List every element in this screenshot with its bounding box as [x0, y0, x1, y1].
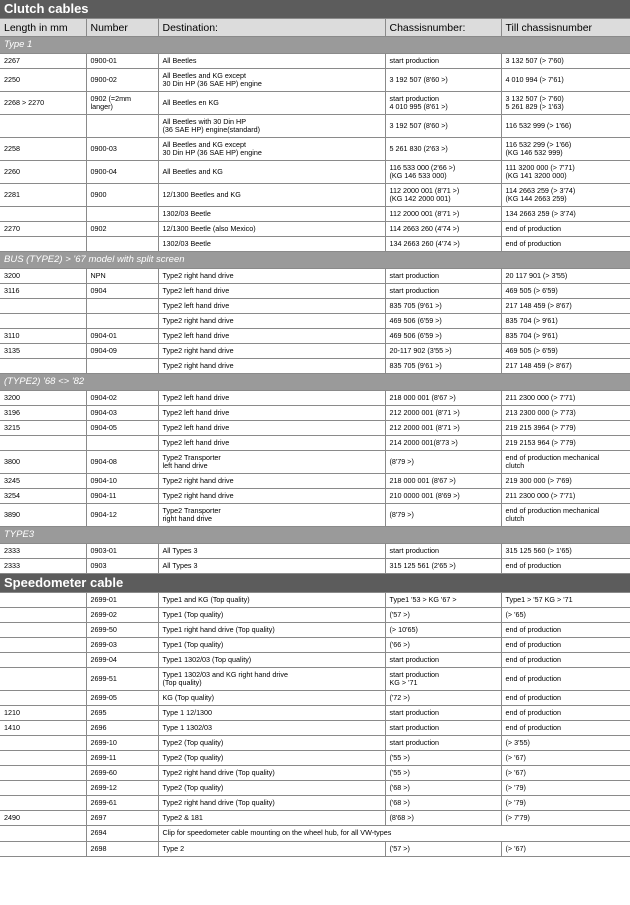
destination-cell: 1302/03 Beetle	[158, 207, 385, 222]
destination-cell: Type2 right hand drive	[158, 314, 385, 329]
table-row	[0, 329, 630, 344]
destination-cell: 1302/03 Beetle	[158, 237, 385, 252]
table-row	[0, 92, 630, 115]
chassis-from-cell: 134 2663 260 (4'74 >)	[385, 237, 501, 252]
table-row	[0, 668, 630, 691]
table-row	[0, 842, 630, 857]
table-row	[0, 284, 630, 299]
number-cell	[86, 359, 158, 374]
length-cell: 2268 > 2270	[0, 92, 86, 115]
column-header-chassis-from: Chassisnumber:	[385, 19, 501, 37]
length-cell: 2490	[0, 811, 86, 826]
length-cell: 3200	[0, 391, 86, 406]
table-row	[0, 811, 630, 826]
column-header-row	[0, 19, 630, 37]
column-header-length: Length in mm	[0, 19, 86, 37]
destination-cell: KG (Top quality)	[158, 691, 385, 706]
destination-cell: All Beetles and KG except 30 Din HP (36 SAE HP) engine	[158, 69, 385, 92]
destination-cell: Type2 left hand drive	[158, 421, 385, 436]
chassis-till-cell: 835 704 (> 9'61)	[501, 329, 630, 344]
chassis-till-cell: 219 215 3964 (> 7'79)	[501, 421, 630, 436]
chassis-till-cell: 315 125 560 (> 1'65)	[501, 544, 630, 559]
chassis-from-cell: start production	[385, 653, 501, 668]
table-row	[0, 489, 630, 504]
table-row	[0, 559, 630, 574]
number-cell	[86, 237, 158, 252]
chassis-till-cell: 3 132 507 (> 7'60)	[501, 54, 630, 69]
destination-cell: Type1 (Top quality)	[158, 608, 385, 623]
number-cell: 0904-10	[86, 474, 158, 489]
length-cell: 2250	[0, 69, 86, 92]
chassis-till-cell: 116 532 299 (> 1'66) (KG 146 532 999)	[501, 138, 630, 161]
destination-cell: Type1 1302/03 and KG right hand drive (Top quality)	[158, 668, 385, 691]
group-header	[0, 37, 630, 54]
length-cell	[0, 593, 86, 608]
number-cell: 2699-05	[86, 691, 158, 706]
table-row	[0, 69, 630, 92]
chassis-from-cell: Type1 '53 > KG '67 >	[385, 593, 501, 608]
destination-cell: All Beetles with 30 Din HP (36 SAE HP) engine(standard)	[158, 115, 385, 138]
table-row	[0, 207, 630, 222]
chassis-from-cell: start production KG > '71	[385, 668, 501, 691]
chassis-till-cell: end of production	[501, 668, 630, 691]
chassis-from-cell: 112 2000 001 (8'71 >) (KG 142 2000 001)	[385, 184, 501, 207]
table-row	[0, 474, 630, 489]
chassis-till-cell: end of production	[501, 653, 630, 668]
chassis-till-cell: 211 2300 000 (> 7'71)	[501, 391, 630, 406]
number-cell: 2696	[86, 721, 158, 736]
table-row	[0, 406, 630, 421]
number-cell	[86, 436, 158, 451]
table-row	[0, 54, 630, 69]
number-cell: 2699-04	[86, 653, 158, 668]
chassis-from-cell: start production	[385, 706, 501, 721]
chassis-from-cell: 218 000 001 (8'67 >)	[385, 391, 501, 406]
number-cell: 0904-03	[86, 406, 158, 421]
chassis-from-cell: 469 506 (6'59 >)	[385, 329, 501, 344]
chassis-till-cell: (> 3'55)	[501, 736, 630, 751]
column-header-destination: Destination:	[158, 19, 385, 37]
length-cell: 1210	[0, 706, 86, 721]
chassis-till-cell: 217 148 459 (> 8'67)	[501, 359, 630, 374]
table-row	[0, 436, 630, 451]
table-row	[0, 593, 630, 608]
number-cell: 2697	[86, 811, 158, 826]
table-row	[0, 115, 630, 138]
table-row	[0, 314, 630, 329]
table-row	[0, 161, 630, 184]
length-cell: 3890	[0, 504, 86, 527]
table-row	[0, 391, 630, 406]
length-cell: 2333	[0, 559, 86, 574]
group-label: (TYPE2) '68 <> '82	[0, 374, 630, 391]
chassis-till-cell: (> '67)	[501, 766, 630, 781]
chassis-till-cell: 111 3200 000 (> 7'71) (KG 141 3200 000)	[501, 161, 630, 184]
table-row	[0, 544, 630, 559]
chassis-till-cell: 469 505 (> 6'59)	[501, 284, 630, 299]
chassis-from-cell: 116 533 000 (2'66 >) (KG 146 533 000)	[385, 161, 501, 184]
chassis-from-cell: start production	[385, 544, 501, 559]
table-row	[0, 638, 630, 653]
length-cell: 3200	[0, 269, 86, 284]
length-cell: 3116	[0, 284, 86, 299]
chassis-till-cell: end of production	[501, 559, 630, 574]
table-row	[0, 421, 630, 436]
number-cell: NPN	[86, 269, 158, 284]
table-row	[0, 608, 630, 623]
number-cell	[86, 314, 158, 329]
chassis-from-cell: (8'79 >)	[385, 504, 501, 527]
length-cell	[0, 736, 86, 751]
chassis-from-cell: ('72 >)	[385, 691, 501, 706]
chassis-till-cell: end of production	[501, 623, 630, 638]
table-row	[0, 721, 630, 736]
table-row	[0, 222, 630, 237]
number-cell: 0900-01	[86, 54, 158, 69]
chassis-from-cell: ('66 >)	[385, 638, 501, 653]
chassis-till-cell: end of production	[501, 638, 630, 653]
chassis-till-cell: (> '79)	[501, 796, 630, 811]
chassis-till-cell: 114 2663 259 (> 3'74) (KG 144 2663 259)	[501, 184, 630, 207]
table-row	[0, 691, 630, 706]
length-cell	[0, 766, 86, 781]
table-row	[0, 653, 630, 668]
destination-cell: Clip for speedometer cable mounting on the wheel hub, for all VW-types	[158, 826, 630, 842]
length-cell	[0, 781, 86, 796]
destination-cell: Type2 left hand drive	[158, 436, 385, 451]
chassis-till-cell: end of production	[501, 721, 630, 736]
length-cell: 2281	[0, 184, 86, 207]
length-cell	[0, 115, 86, 138]
number-cell: 2694	[86, 826, 158, 842]
number-cell: 2699-02	[86, 608, 158, 623]
table-row	[0, 269, 630, 284]
chassis-till-cell: 213 2300 000 (> 7'73)	[501, 406, 630, 421]
chassis-from-cell: 214 2000 001(8'73 >)	[385, 436, 501, 451]
length-cell: 3135	[0, 344, 86, 359]
number-cell: 0900-03	[86, 138, 158, 161]
length-cell: 3245	[0, 474, 86, 489]
group-label: Type 1	[0, 37, 630, 54]
chassis-from-cell: 112 2000 001 (8'71 >)	[385, 207, 501, 222]
chassis-from-cell: 20-117 902 (3'55 >)	[385, 344, 501, 359]
destination-cell: All Types 3	[158, 559, 385, 574]
length-cell	[0, 751, 86, 766]
destination-cell: All Beetles and KG except 30 Din HP (36 SAE HP) engine	[158, 138, 385, 161]
chassis-till-cell: end of production	[501, 706, 630, 721]
number-cell	[86, 207, 158, 222]
chassis-from-cell: start production	[385, 736, 501, 751]
number-cell: 0904-11	[86, 489, 158, 504]
destination-cell: Type2 left hand drive	[158, 391, 385, 406]
chassis-from-cell: start production	[385, 721, 501, 736]
table-row	[0, 826, 630, 842]
length-cell: 2260	[0, 161, 86, 184]
chassis-till-cell: Type1 > '57 KG > '71	[501, 593, 630, 608]
destination-cell: Type2 right hand drive	[158, 474, 385, 489]
chassis-till-cell: 211 2300 000 (> 7'71)	[501, 489, 630, 504]
number-cell: 2699-60	[86, 766, 158, 781]
table-row	[0, 184, 630, 207]
destination-cell: Type2 Transporter left hand drive	[158, 451, 385, 474]
chassis-from-cell: ('68 >)	[385, 796, 501, 811]
length-cell	[0, 623, 86, 638]
table-row	[0, 138, 630, 161]
destination-cell: Type2 left hand drive	[158, 299, 385, 314]
group-label: BUS (TYPE2) > '67 model with split screen	[0, 252, 630, 269]
chassis-till-cell: end of production	[501, 222, 630, 237]
chassis-till-cell: 219 300 000 (> 7'69)	[501, 474, 630, 489]
chassis-from-cell: 3 192 507 (8'60 >)	[385, 115, 501, 138]
destination-cell: Type2 right hand drive	[158, 344, 385, 359]
chassis-till-cell: (> 7'79)	[501, 811, 630, 826]
destination-cell: 12/1300 Beetle (also Mexico)	[158, 222, 385, 237]
table-row	[0, 623, 630, 638]
destination-cell: Type1 (Top quality)	[158, 638, 385, 653]
length-cell: 3196	[0, 406, 86, 421]
destination-cell: Type2 right hand drive (Top quality)	[158, 796, 385, 811]
number-cell	[86, 115, 158, 138]
number-cell: 0903	[86, 559, 158, 574]
number-cell: 0904-02	[86, 391, 158, 406]
group-label: TYPE3	[0, 527, 630, 544]
number-cell: 2699-51	[86, 668, 158, 691]
table-row	[0, 706, 630, 721]
chassis-from-cell: ('68 >)	[385, 781, 501, 796]
length-cell	[0, 436, 86, 451]
chassis-from-cell: ('57 >)	[385, 608, 501, 623]
destination-cell: Type2 left hand drive	[158, 406, 385, 421]
chassis-till-cell: 3 132 507 (> 7'60) 5 261 829 (> 1'63)	[501, 92, 630, 115]
chassis-from-cell: start production 4 010 995 (8'61 >)	[385, 92, 501, 115]
length-cell	[0, 653, 86, 668]
destination-cell: Type 1 1302/03	[158, 721, 385, 736]
length-cell	[0, 826, 86, 842]
chassis-till-cell: (> '67)	[501, 751, 630, 766]
section-title: Clutch cables	[0, 0, 630, 19]
chassis-from-cell: 114 2663 260 (4'74 >)	[385, 222, 501, 237]
length-cell: 3110	[0, 329, 86, 344]
chassis-from-cell: 315 125 561 (2'65 >)	[385, 559, 501, 574]
table-row	[0, 344, 630, 359]
table-row	[0, 451, 630, 474]
chassis-from-cell: 212 2000 001 (8'71 >)	[385, 421, 501, 436]
length-cell	[0, 207, 86, 222]
destination-cell: 12/1300 Beetles and KG	[158, 184, 385, 207]
destination-cell: Type2 left hand drive	[158, 284, 385, 299]
chassis-till-cell: 469 505 (> 6'59)	[501, 344, 630, 359]
section-title: Speedometer cable	[0, 574, 630, 593]
group-header	[0, 374, 630, 391]
chassis-till-cell: 217 148 459 (> 8'67)	[501, 299, 630, 314]
destination-cell: Type1 and KG (Top quality)	[158, 593, 385, 608]
chassis-till-cell: 134 2663 259 (> 3'74)	[501, 207, 630, 222]
chassis-till-cell: (> '67)	[501, 842, 630, 857]
section-header-clutch	[0, 0, 630, 19]
length-cell	[0, 796, 86, 811]
destination-cell: Type2 (Top quality)	[158, 781, 385, 796]
chassis-till-cell: 219 2153 964 (> 7'79)	[501, 436, 630, 451]
length-cell: 3800	[0, 451, 86, 474]
number-cell: 0900-02	[86, 69, 158, 92]
length-cell: 2267	[0, 54, 86, 69]
chassis-from-cell: 469 506 (6'59 >)	[385, 314, 501, 329]
chassis-till-cell: 835 704 (> 9'61)	[501, 314, 630, 329]
destination-cell: Type2 right hand drive	[158, 359, 385, 374]
chassis-from-cell: start production	[385, 269, 501, 284]
length-cell	[0, 359, 86, 374]
number-cell: 0902 (=2mm langer)	[86, 92, 158, 115]
table-row	[0, 504, 630, 527]
destination-cell: Type2 left hand drive	[158, 329, 385, 344]
chassis-till-cell: end of production mechanical clutch	[501, 451, 630, 474]
table-row	[0, 237, 630, 252]
chassis-from-cell: start production	[385, 284, 501, 299]
number-cell: 2699-12	[86, 781, 158, 796]
number-cell: 0903-01	[86, 544, 158, 559]
length-cell	[0, 237, 86, 252]
number-cell: 0904-05	[86, 421, 158, 436]
destination-cell: Type2 (Top quality)	[158, 736, 385, 751]
table-row	[0, 751, 630, 766]
number-cell: 2699-03	[86, 638, 158, 653]
number-cell: 2699-11	[86, 751, 158, 766]
number-cell: 0900	[86, 184, 158, 207]
length-cell	[0, 668, 86, 691]
chassis-from-cell: ('55 >)	[385, 766, 501, 781]
chassis-from-cell: 5 261 830 (2'63 >)	[385, 138, 501, 161]
group-header	[0, 527, 630, 544]
table-row	[0, 299, 630, 314]
number-cell: 2695	[86, 706, 158, 721]
destination-cell: Type1 1302/03 (Top quality)	[158, 653, 385, 668]
chassis-till-cell: end of production	[501, 237, 630, 252]
length-cell	[0, 608, 86, 623]
chassis-from-cell: (> 10'65)	[385, 623, 501, 638]
table-row	[0, 781, 630, 796]
number-cell: 0904-09	[86, 344, 158, 359]
destination-cell: Type 1 12/1300	[158, 706, 385, 721]
number-cell: 2699-10	[86, 736, 158, 751]
chassis-till-cell: (> '65)	[501, 608, 630, 623]
chassis-till-cell: 4 010 994 (> 7'61)	[501, 69, 630, 92]
number-cell: 0904	[86, 284, 158, 299]
length-cell: 3215	[0, 421, 86, 436]
chassis-from-cell: 212 2000 001 (8'71 >)	[385, 406, 501, 421]
destination-cell: Type2 Transporter right hand drive	[158, 504, 385, 527]
destination-cell: Type 2	[158, 842, 385, 857]
column-header-number: Number	[86, 19, 158, 37]
destination-cell: All Beetles and KG	[158, 161, 385, 184]
chassis-till-cell: end of production mechanical clutch	[501, 504, 630, 527]
length-cell: 2258	[0, 138, 86, 161]
length-cell	[0, 842, 86, 857]
length-cell: 3254	[0, 489, 86, 504]
chassis-till-cell: (> '79)	[501, 781, 630, 796]
chassis-from-cell: ('55 >)	[385, 751, 501, 766]
destination-cell: All Beetles en KG	[158, 92, 385, 115]
chassis-from-cell: 218 000 001 (8'67 >)	[385, 474, 501, 489]
chassis-till-cell: 20 117 901 (> 3'55)	[501, 269, 630, 284]
destination-cell: Type2 right hand drive (Top quality)	[158, 766, 385, 781]
number-cell: 0904-08	[86, 451, 158, 474]
destination-cell: Type2 right hand drive	[158, 269, 385, 284]
group-header	[0, 252, 630, 269]
number-cell	[86, 299, 158, 314]
destination-cell: Type1 right hand drive (Top quality)	[158, 623, 385, 638]
chassis-till-cell: 116 532 999 (> 1'66)	[501, 115, 630, 138]
number-cell: 2699-01	[86, 593, 158, 608]
chassis-from-cell: (8'79 >)	[385, 451, 501, 474]
length-cell: 1410	[0, 721, 86, 736]
length-cell	[0, 314, 86, 329]
chassis-from-cell: ('57 >)	[385, 842, 501, 857]
destination-cell: Type2 & 181	[158, 811, 385, 826]
number-cell: 0902	[86, 222, 158, 237]
chassis-from-cell: 3 192 507 (8'60 >)	[385, 69, 501, 92]
length-cell	[0, 299, 86, 314]
length-cell	[0, 638, 86, 653]
number-cell: 0904-01	[86, 329, 158, 344]
number-cell: 0900-04	[86, 161, 158, 184]
length-cell: 2333	[0, 544, 86, 559]
number-cell: 2699-50	[86, 623, 158, 638]
table-row	[0, 796, 630, 811]
destination-cell: All Beetles	[158, 54, 385, 69]
destination-cell: All Types 3	[158, 544, 385, 559]
length-cell: 2270	[0, 222, 86, 237]
chassis-from-cell: 835 705 (9'61 >)	[385, 359, 501, 374]
chassis-from-cell: 835 705 (9'61 >)	[385, 299, 501, 314]
section-header-speedometer	[0, 574, 630, 593]
destination-cell: Type2 (Top quality)	[158, 751, 385, 766]
number-cell: 2699-61	[86, 796, 158, 811]
table-row	[0, 736, 630, 751]
number-cell: 2698	[86, 842, 158, 857]
table-row	[0, 359, 630, 374]
column-header-chassis-till: Till chassisnumber	[501, 19, 630, 37]
number-cell: 0904-12	[86, 504, 158, 527]
chassis-from-cell: start production	[385, 54, 501, 69]
table-row	[0, 766, 630, 781]
chassis-from-cell: 210 0000 001 (8'69 >)	[385, 489, 501, 504]
length-cell	[0, 691, 86, 706]
chassis-till-cell: end of production	[501, 691, 630, 706]
destination-cell: Type2 right hand drive	[158, 489, 385, 504]
chassis-from-cell: (8'68 >)	[385, 811, 501, 826]
